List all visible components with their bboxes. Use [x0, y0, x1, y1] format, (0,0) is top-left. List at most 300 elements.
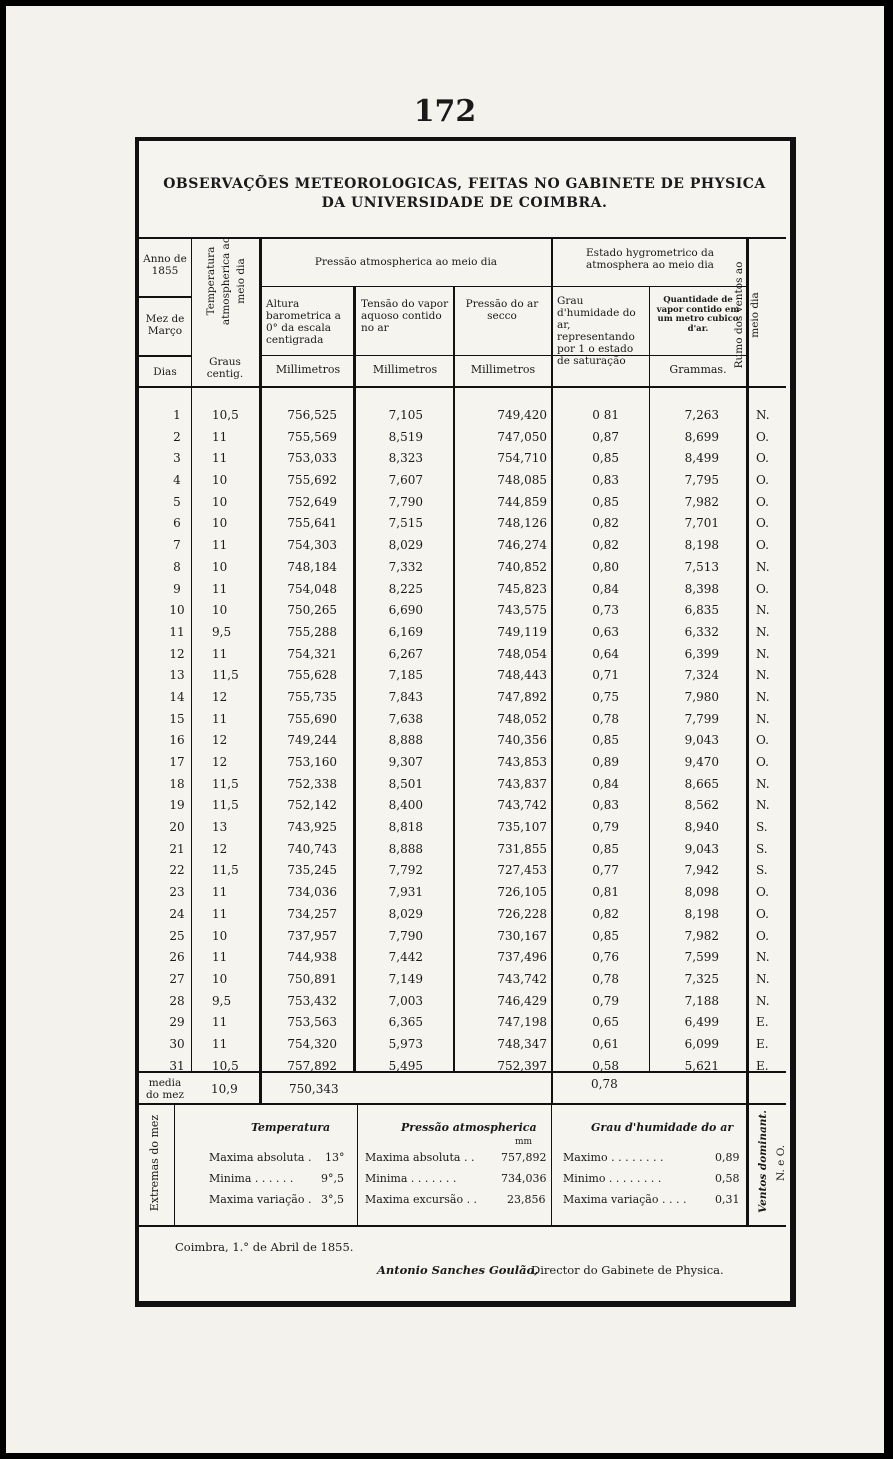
cell-altura: 743,925 [287, 820, 337, 835]
cell-pressao-ar: 747,892 [497, 689, 547, 704]
cell-tensao: 7,790 [388, 928, 423, 943]
cell-day: 12 [169, 646, 185, 661]
header-altura: Altura barometrica a 0° da escala centigrada [266, 298, 341, 346]
cell-altura: 752,142 [287, 798, 337, 813]
cell-pressao-ar: 743,853 [497, 755, 547, 769]
cell-pressao-ar: 747,198 [497, 1015, 547, 1030]
cell-altura: 755,569 [287, 429, 337, 444]
cell-quantidade: 5,621 [684, 1058, 719, 1073]
cell-pressao-ar: 748,052 [497, 711, 547, 726]
table-row [139, 925, 790, 947]
cell-quantidade: 7,701 [684, 516, 719, 531]
table-row [139, 534, 790, 556]
cell-altura: 755,288 [287, 624, 337, 639]
rule-anno [139, 296, 191, 298]
header-temperatura: Temperatura atmospherica ao meio dia [205, 236, 247, 326]
cell-temperature: 11 [212, 906, 228, 921]
cell-grau-humidade: 0,75 [592, 689, 619, 704]
cell-altura: 754,303 [287, 538, 337, 553]
cell-pressao-ar: 735,107 [497, 820, 547, 835]
cell-tensao: 7,638 [388, 711, 423, 726]
header-pressao-group: Pressão atmospherica ao meio dia [314, 256, 498, 268]
cell-tensao: 8,501 [388, 776, 423, 791]
cell-grau-humidade: 0,61 [592, 1036, 619, 1051]
cell-grau-humidade: 0,85 [592, 928, 619, 943]
cell-altura: 734,257 [287, 906, 337, 921]
ext-humidade-title: Grau d'humidade do ar [591, 1121, 734, 1134]
cell-temperature: 11,5 [212, 668, 239, 683]
cell-day: 1 [173, 408, 181, 422]
page-number: 172 [413, 94, 477, 129]
cell-tensao: 6,267 [388, 646, 423, 661]
cell-quantidade: 8,699 [684, 429, 719, 444]
table-row [139, 556, 790, 578]
ext-hum-min-label: Minimo . . . . . . . . [563, 1172, 662, 1185]
cell-vento: N. [756, 689, 770, 704]
cell-altura: 752,338 [287, 776, 337, 791]
cell-tensao: 8,400 [388, 798, 423, 813]
header-mez: Mez de Março [145, 313, 185, 337]
cell-tensao: 9,307 [388, 755, 423, 769]
ventos-dominantes-value: N. e O. [775, 1144, 787, 1182]
cell-grau-humidade: 0,64 [592, 646, 619, 661]
cell-altura: 750,891 [287, 971, 337, 986]
cell-tensao: 5,495 [388, 1058, 423, 1073]
cell-vento: N. [756, 603, 770, 618]
cell-altura: 750,265 [287, 603, 337, 618]
cell-quantidade: 6,399 [684, 646, 719, 661]
cell-altura: 757,892 [287, 1058, 337, 1073]
cell-quantidade: 7,325 [684, 971, 719, 986]
cell-grau-humidade: 0,82 [592, 906, 619, 921]
cell-grau-humidade: 0,77 [592, 863, 619, 878]
cell-temperature: 11 [212, 538, 228, 553]
cell-quantidade: 7,795 [684, 473, 719, 488]
cell-pressao-ar: 748,347 [497, 1036, 547, 1051]
cell-grau-humidade: 0,78 [592, 711, 619, 726]
unit-altura: Millimetros [275, 363, 341, 376]
cell-grau-humidade: 0,76 [592, 950, 619, 965]
cell-pressao-ar: 743,837 [497, 776, 547, 791]
cell-tensao: 8,323 [388, 451, 423, 466]
cell-pressao-ar: 726,105 [497, 885, 547, 900]
cell-tensao: 7,003 [388, 993, 423, 1008]
cell-day: 29 [169, 1015, 185, 1030]
cell-vento: N. [756, 559, 770, 574]
cell-day: 3 [173, 451, 181, 466]
header-pressao-ar: Pressão do ar secco [465, 298, 539, 322]
cell-day: 11 [169, 624, 185, 639]
table-row [139, 859, 790, 881]
cell-day: 6 [173, 516, 181, 531]
rule-extremas [139, 1103, 786, 1105]
cell-vento: O. [756, 429, 769, 444]
signature-role: Director do Gabinete de Physica. [531, 1263, 724, 1277]
cell-grau-humidade: 0,79 [592, 820, 619, 835]
cell-tensao: 8,225 [388, 581, 423, 596]
cell-grau-humidade: 0,81 [592, 885, 619, 900]
cell-altura: 744,938 [287, 950, 337, 965]
cell-vento: O. [756, 928, 769, 943]
data-rows [139, 404, 790, 1076]
cell-tensao: 7,843 [388, 689, 423, 704]
rule-header-bottom [139, 386, 786, 388]
vrule-ext-2 [551, 1103, 552, 1225]
cell-pressao-ar: 743,742 [497, 971, 547, 986]
cell-pressao-ar: 749,119 [497, 624, 547, 639]
cell-vento: O. [756, 755, 769, 769]
cell-tensao: 7,105 [388, 408, 423, 422]
cell-pressao-ar: 748,085 [497, 473, 547, 488]
cell-quantidade: 6,332 [684, 624, 719, 639]
cell-temperature: 11 [212, 1015, 228, 1030]
cell-quantidade: 7,263 [684, 408, 719, 422]
cell-altura: 754,321 [287, 646, 337, 661]
cell-pressao-ar: 737,496 [497, 950, 547, 965]
ext-hum-max-label: Maximo . . . . . . . . [563, 1151, 664, 1164]
cell-altura: 755,690 [287, 711, 337, 726]
cell-altura: 754,320 [287, 1036, 337, 1051]
table-row [139, 751, 790, 773]
cell-vento: N. [756, 971, 770, 986]
cell-tensao: 8,818 [388, 820, 423, 835]
cell-grau-humidade: 0,80 [592, 559, 619, 574]
table-row [139, 1055, 790, 1077]
cell-day: 23 [169, 885, 185, 900]
cell-pressao-ar: 726,228 [497, 906, 547, 921]
cell-day: 25 [169, 928, 185, 943]
cell-day: 8 [173, 559, 181, 574]
cell-pressao-ar: 745,823 [497, 581, 547, 596]
cell-day: 19 [169, 798, 185, 813]
cell-vento: N. [756, 993, 770, 1008]
header-quantidade: Quantidade de vapor contido em um metro cubico d'ar. [656, 295, 740, 334]
table-row [139, 426, 790, 448]
table-row [139, 447, 790, 469]
table-title [139, 175, 790, 213]
ext-pres-min-value: 734,036 [501, 1172, 547, 1185]
cell-temperature: 11,5 [212, 798, 239, 813]
cell-altura: 740,743 [287, 841, 337, 856]
ext-hum-min-value: 0,58 [715, 1172, 740, 1185]
cell-pressao-ar: 754,710 [497, 451, 547, 466]
cell-day: 27 [169, 971, 185, 986]
cell-pressao-ar: 748,443 [497, 668, 547, 683]
table-row [139, 794, 790, 816]
cell-quantidade: 8,098 [684, 885, 719, 900]
cell-quantidade: 8,665 [684, 776, 719, 791]
cell-vento: S. [756, 820, 768, 835]
media-label: media do mez [145, 1077, 185, 1101]
cell-grau-humidade: 0,85 [592, 733, 619, 748]
header-anno: Anno de 1855 [143, 253, 187, 277]
page [6, 6, 884, 1453]
cell-altura: 756,525 [287, 408, 337, 422]
cell-altura: 749,244 [287, 733, 337, 748]
cell-day: 18 [169, 776, 185, 791]
cell-vento: N. [756, 646, 770, 661]
cell-grau-humidade: 0,71 [592, 668, 619, 683]
cell-pressao-ar: 727,453 [497, 863, 547, 878]
cell-quantidade: 8,562 [684, 798, 719, 813]
ext-hum-var-label: Maxima variação . . . . [563, 1193, 687, 1206]
rule-footer [139, 1225, 786, 1227]
header-estado-group: Estado hygrometrico da atmosphera ao meio dia [586, 247, 714, 271]
table-row [139, 773, 790, 795]
cell-day: 14 [169, 689, 185, 704]
header-rumo: Rumo dos ventos ao meio dia [733, 261, 761, 369]
cell-tensao: 8,888 [388, 841, 423, 856]
cell-grau-humidade: 0,84 [592, 581, 619, 596]
table-row [139, 968, 790, 990]
place-date: Coimbra, 1.° de Abril de 1855. [175, 1240, 354, 1254]
table-row [139, 491, 790, 513]
cell-temperature: 10 [212, 473, 228, 488]
cell-grau-humidade: 0,84 [592, 776, 619, 791]
cell-tensao: 5,973 [388, 1036, 423, 1051]
cell-quantidade: 7,513 [684, 559, 719, 574]
cell-grau-humidade: 0,73 [592, 603, 619, 618]
cell-pressao-ar: 730,167 [497, 928, 547, 943]
cell-grau-humidade: 0,85 [592, 451, 619, 466]
cell-pressao-ar: 752,397 [497, 1058, 547, 1073]
ext-hum-var-value: 0,31 [715, 1193, 740, 1206]
cell-altura: 753,563 [287, 1015, 337, 1030]
rule-top [139, 237, 786, 239]
cell-altura: 753,432 [287, 993, 337, 1008]
cell-day: 10 [169, 603, 185, 618]
cell-tensao: 7,442 [388, 950, 423, 965]
cell-tensao: 6,690 [388, 603, 423, 618]
ext-temp-min-value: 9°,5 [321, 1172, 344, 1185]
cell-tensao: 8,888 [388, 733, 423, 748]
cell-temperature: 11,5 [212, 863, 239, 878]
signature: Antonio Sanches Goulão, [377, 1263, 539, 1277]
cell-pressao-ar: 746,274 [497, 538, 547, 553]
media-temp: 10,9 [211, 1082, 238, 1096]
cell-temperature: 12 [212, 755, 228, 769]
cell-day: 7 [173, 538, 181, 553]
table-row [139, 404, 790, 426]
cell-tensao: 7,931 [388, 885, 423, 900]
cell-day: 17 [169, 755, 185, 769]
cell-altura: 748,184 [287, 559, 337, 574]
cell-grau-humidade: 0,89 [592, 755, 619, 769]
cell-day: 26 [169, 950, 185, 965]
vrule-ext-1 [357, 1103, 358, 1225]
cell-temperature: 11 [212, 711, 228, 726]
cell-pressao-ar: 748,126 [497, 516, 547, 531]
cell-temperature: 10 [212, 971, 228, 986]
table-row [139, 903, 790, 925]
unit-pressao: Millimetros [470, 363, 536, 376]
cell-quantidade: 9,043 [684, 841, 719, 856]
cell-pressao-ar: 749,420 [497, 408, 547, 422]
cell-day: 2 [173, 429, 181, 444]
cell-tensao: 8,519 [388, 429, 423, 444]
table-frame [135, 137, 796, 1307]
cell-temperature: 9,5 [212, 993, 232, 1008]
cell-day: 21 [169, 841, 185, 856]
cell-altura: 734,036 [287, 885, 337, 900]
cell-quantidade: 8,499 [684, 451, 719, 466]
cell-temperature: 9,5 [212, 624, 232, 639]
cell-grau-humidade: 0,78 [592, 971, 619, 986]
header-tensao: Tensão do vapor aquoso contido no ar [361, 298, 449, 334]
table-row [139, 881, 790, 903]
cell-vento: E. [756, 1058, 769, 1073]
cell-temperature: 12 [212, 841, 228, 856]
cell-vento: O. [756, 581, 769, 596]
cell-grau-humidade: 0,82 [592, 538, 619, 553]
cell-pressao-ar: 740,356 [497, 733, 547, 748]
cell-temperature: 11 [212, 581, 228, 596]
cell-pressao-ar: 743,742 [497, 798, 547, 813]
table-row [139, 469, 790, 491]
cell-pressao-ar: 744,859 [497, 494, 547, 509]
ext-hum-max-value: 0,89 [715, 1151, 740, 1164]
cell-vento: N. [756, 798, 770, 813]
cell-altura: 752,649 [287, 494, 337, 509]
ext-pres-max-value: 757,892 [501, 1151, 547, 1164]
cell-pressao-ar: 740,852 [497, 559, 547, 574]
cell-vento: S. [756, 841, 768, 856]
cell-vento: O. [756, 538, 769, 553]
ext-pres-exc-value: 23,856 [507, 1193, 546, 1206]
cell-vento: O. [756, 473, 769, 488]
table-row [139, 512, 790, 534]
table-row [139, 1011, 790, 1033]
cell-day: 9 [173, 581, 181, 596]
cell-altura: 755,692 [287, 473, 337, 488]
cell-vento: O. [756, 516, 769, 531]
unit-quantidade: Grammas. [669, 363, 727, 376]
cell-pressao-ar: 747,050 [497, 429, 547, 444]
cell-tensao: 6,365 [388, 1015, 423, 1030]
cell-vento: N. [756, 668, 770, 683]
rule-subhead [259, 286, 746, 287]
cell-pressao-ar: 743,575 [497, 603, 547, 618]
cell-tensao: 7,607 [388, 473, 423, 488]
cell-altura: 753,160 [287, 755, 337, 769]
cell-altura: 737,957 [287, 928, 337, 943]
cell-grau-humidade: 0,79 [592, 993, 619, 1008]
cell-day: 20 [169, 820, 185, 835]
table-row [139, 990, 790, 1012]
table-row [139, 643, 790, 665]
ventos-dominantes-label: Ventos dominant. [757, 1110, 769, 1213]
cell-day: 24 [169, 906, 185, 921]
cell-temperature: 10,5 [212, 1058, 239, 1073]
cell-pressao-ar: 731,855 [497, 841, 547, 856]
table-row [139, 946, 790, 968]
cell-day: 31 [169, 1058, 185, 1073]
cell-tensao: 7,332 [388, 559, 423, 574]
ext-pres-min-label: Minima . . . . . . . [365, 1172, 457, 1185]
cell-tensao: 7,185 [388, 668, 423, 683]
ext-pres-exc-label: Maxima excursão . . [365, 1193, 478, 1206]
cell-vento: O. [756, 494, 769, 509]
cell-grau-humidade: 0,82 [592, 516, 619, 531]
table-row [139, 599, 790, 621]
cell-vento: E. [756, 1036, 769, 1051]
extremas-label: Extremas do mez [148, 1114, 161, 1212]
cell-temperature: 10 [212, 928, 228, 943]
cell-tensao: 6,169 [388, 624, 423, 639]
cell-quantidade: 7,599 [684, 950, 719, 965]
cell-grau-humidade: 0,65 [592, 1015, 619, 1030]
cell-vento: N. [756, 408, 770, 422]
cell-grau-humidade: 0,63 [592, 624, 619, 639]
cell-day: 4 [173, 473, 181, 488]
cell-pressao-ar: 748,054 [497, 646, 547, 661]
cell-vento: O. [756, 906, 769, 921]
cell-grau-humidade: 0,85 [592, 494, 619, 509]
cell-quantidade: 9,043 [684, 733, 719, 748]
ext-temp-var-label: Maxima variação . [209, 1193, 312, 1206]
ext-pressao-unit: mm [515, 1137, 533, 1147]
cell-temperature: 10 [212, 559, 228, 574]
cell-temperature: 11,5 [212, 776, 239, 791]
cell-altura: 755,735 [287, 689, 337, 704]
cell-day: 15 [169, 711, 185, 726]
cell-day: 16 [169, 733, 185, 748]
cell-pressao-ar: 746,429 [497, 993, 547, 1008]
cell-day: 28 [169, 993, 185, 1008]
table-row [139, 816, 790, 838]
cell-quantidade: 7,982 [684, 494, 719, 509]
cell-temperature: 10 [212, 494, 228, 509]
cell-vento: E. [756, 1015, 769, 1030]
cell-tensao: 8,029 [388, 538, 423, 553]
cell-temperature: 10,5 [212, 408, 239, 422]
table-row [139, 708, 790, 730]
cell-vento: O. [756, 451, 769, 466]
cell-grau-humidade: 0,83 [592, 798, 619, 813]
cell-temperature: 10 [212, 603, 228, 618]
cell-temperature: 12 [212, 733, 228, 748]
cell-vento: N. [756, 624, 770, 639]
cell-vento: O. [756, 885, 769, 900]
unit-tensao: Millimetros [372, 363, 438, 376]
title-line-1: OBSERVAÇÕES METEOROLOGICAS, FEITAS NO GABINETE DE PHYSICA [163, 176, 766, 192]
cell-day: 13 [169, 668, 185, 683]
media-altura: 750,343 [289, 1082, 339, 1096]
vrule-ext-0 [174, 1103, 175, 1225]
header-graus: Graus centig. [206, 356, 244, 380]
cell-quantidade: 7,799 [684, 711, 719, 726]
cell-day: 30 [169, 1036, 185, 1051]
cell-vento: N. [756, 950, 770, 965]
cell-temperature: 11 [212, 429, 228, 444]
cell-tensao: 7,790 [388, 494, 423, 509]
cell-temperature: 11 [212, 451, 228, 466]
media-grau: 0,78 [591, 1077, 618, 1091]
header-dias: Dias [153, 366, 177, 378]
cell-altura: 735,245 [287, 863, 337, 878]
cell-quantidade: 9,470 [684, 755, 719, 769]
cell-altura: 755,628 [287, 668, 337, 683]
cell-quantidade: 7,982 [684, 928, 719, 943]
table-row [139, 729, 790, 751]
cell-vento: N. [756, 776, 770, 791]
cell-grau-humidade: 0,58 [592, 1058, 619, 1073]
rule-units [259, 355, 746, 356]
ext-temp-max-label: Maxima absoluta . [209, 1151, 312, 1164]
cell-grau-humidade: 0,83 [592, 473, 619, 488]
cell-day: 5 [173, 494, 181, 509]
cell-grau-humidade: 0,87 [592, 429, 619, 444]
